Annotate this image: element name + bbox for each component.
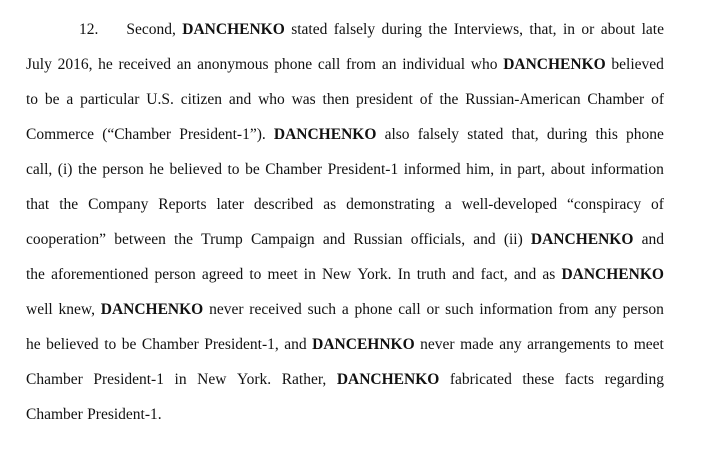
word: or: [426, 301, 440, 318]
word: then: [322, 91, 350, 108]
word: knew,: [58, 301, 95, 318]
word: of: [419, 91, 433, 108]
word: fact,: [480, 266, 508, 283]
word: Chamber: [26, 371, 83, 388]
word: falsely: [417, 126, 460, 143]
word: New: [321, 266, 352, 283]
word: and: [452, 266, 475, 283]
word: falsely: [333, 21, 376, 38]
word: Commerce: [26, 126, 95, 143]
word: Chamber: [265, 161, 323, 178]
word: anonymous: [197, 56, 269, 73]
word: person: [102, 161, 144, 178]
word: demonstrating: [346, 196, 435, 213]
word: the: [428, 21, 448, 38]
paragraph-line: [26, 263, 664, 287]
word: he: [149, 161, 164, 178]
word: the: [26, 266, 45, 283]
word: York.: [236, 371, 272, 388]
word: call: [398, 301, 421, 318]
paragraph-line: [26, 228, 664, 252]
word: a: [444, 196, 452, 213]
word: and: [473, 231, 496, 248]
word: that,: [511, 126, 539, 143]
word: received: [249, 301, 302, 318]
word: the: [439, 91, 459, 108]
word: part,: [517, 161, 546, 178]
word: Trump: [201, 231, 243, 248]
word: July: [26, 56, 52, 73]
word: this: [595, 126, 618, 143]
word: DANCHENKO: [336, 371, 440, 388]
word: any: [594, 301, 617, 318]
word: fabricated: [449, 371, 512, 388]
word: citizen: [180, 91, 223, 108]
word: described: [253, 196, 314, 213]
word: be: [245, 161, 260, 178]
word: believed: [169, 161, 222, 178]
word: such: [445, 301, 474, 318]
word: DANCHENKO: [561, 266, 664, 283]
word: from: [345, 56, 377, 73]
word: phone: [354, 301, 393, 318]
word: be: [44, 91, 60, 108]
word: during: [546, 126, 588, 143]
word: between: [114, 231, 166, 248]
paragraph-line: [26, 158, 664, 182]
word: “conspiracy: [567, 196, 642, 213]
word: and: [513, 266, 537, 283]
word: meet: [267, 266, 298, 283]
word: President-1.: [87, 406, 162, 423]
word: meet: [633, 336, 664, 353]
word: who: [470, 56, 498, 73]
word: to: [227, 161, 240, 178]
word: DANCHENKO: [503, 56, 606, 73]
word: him,: [466, 161, 495, 178]
word: of: [651, 91, 664, 108]
word: an: [176, 56, 192, 73]
word: he: [98, 56, 113, 73]
word: regarding: [604, 371, 664, 388]
word: received: [118, 56, 172, 73]
word: or: [581, 21, 595, 38]
word: and: [228, 91, 252, 108]
word: to: [26, 91, 39, 108]
word: facts: [564, 371, 595, 388]
word: a: [341, 301, 349, 318]
line-text: [126, 18, 664, 42]
word: DANCHENKO: [182, 21, 285, 38]
word: any: [499, 336, 522, 353]
word: phone: [626, 126, 664, 143]
word: well: [26, 301, 53, 318]
paragraph-number: 12.: [79, 21, 99, 38]
word: never: [420, 336, 455, 353]
word: New: [197, 371, 227, 388]
word: information: [590, 161, 664, 178]
word: person: [154, 266, 196, 283]
word: particular: [80, 91, 140, 108]
word: the: [59, 196, 79, 213]
word: DANCHENKO: [100, 301, 204, 318]
word: cooperation”: [26, 231, 107, 248]
paragraph-line: [26, 298, 664, 322]
word: in: [174, 371, 187, 388]
word: Russian-American: [465, 91, 581, 108]
paragraph-line: [26, 53, 664, 77]
word: President-1,: [204, 336, 279, 353]
word: DANCEHNKO: [312, 336, 415, 353]
word: person: [622, 301, 664, 318]
word: and: [322, 231, 346, 248]
word: President-1”).: [179, 126, 266, 143]
word: who: [258, 91, 285, 108]
word: agreed: [201, 266, 244, 283]
word: he: [26, 336, 41, 353]
word: about: [550, 161, 586, 178]
word: such: [307, 301, 337, 318]
word: to: [104, 336, 117, 353]
word: phone: [274, 56, 313, 73]
word: never: [209, 301, 244, 318]
word: Russian: [353, 231, 403, 248]
word: well-developed: [461, 196, 558, 213]
word: DANCHENKO: [273, 126, 377, 143]
word: Interviews,: [453, 21, 523, 38]
word: call,: [26, 161, 53, 178]
word: be: [121, 336, 137, 353]
word: aforementioned: [51, 266, 149, 283]
word: President-1: [327, 161, 399, 178]
word: In: [397, 266, 411, 283]
word: president: [356, 91, 413, 108]
word: in: [562, 21, 575, 38]
word: a: [66, 91, 74, 108]
word: an: [381, 56, 397, 73]
word: during: [381, 21, 422, 38]
word: believed: [611, 56, 664, 73]
word: the: [77, 161, 97, 178]
word: Chamber: [141, 336, 199, 353]
word: informed: [403, 161, 461, 178]
word: Reports: [158, 196, 207, 213]
word: Chamber: [26, 406, 83, 423]
paragraph-line: [26, 88, 664, 112]
word: of: [651, 196, 664, 213]
paragraph-line: [26, 18, 664, 42]
word: was: [291, 91, 316, 108]
word: U.S.: [146, 91, 174, 108]
paragraph-line: [26, 193, 664, 217]
word: Chamber: [587, 91, 645, 108]
word: Company: [88, 196, 149, 213]
word: 2016,: [57, 56, 93, 73]
word: and: [641, 231, 664, 248]
word: Second,: [126, 21, 176, 38]
word: (ii): [503, 231, 523, 248]
word: later: [216, 196, 244, 213]
word: and: [284, 336, 307, 353]
word: to: [616, 336, 629, 353]
paragraph-line: [26, 403, 664, 427]
word: call: [317, 56, 341, 73]
word: also: [384, 126, 410, 143]
word: late: [641, 21, 664, 38]
word: (“Chamber: [102, 126, 172, 143]
word: stated: [291, 21, 328, 38]
paragraph-line: [26, 333, 664, 357]
word: these: [522, 371, 555, 388]
word: to: [249, 266, 262, 283]
word: (i): [57, 161, 73, 178]
word: as: [323, 196, 337, 213]
paragraph-line: [26, 123, 664, 147]
word: that,: [529, 21, 557, 38]
word: as: [542, 266, 556, 283]
word: York.: [357, 266, 392, 283]
word: made: [460, 336, 494, 353]
word: individual: [402, 56, 466, 73]
word: the: [174, 231, 193, 248]
word: believed: [46, 336, 99, 353]
word: Rather,: [281, 371, 327, 388]
word: DANCHENKO: [530, 231, 634, 248]
word: that: [26, 196, 50, 213]
word: arrangements: [527, 336, 611, 353]
word: Campaign: [250, 231, 315, 248]
paragraph-line: [26, 368, 664, 392]
word: stated: [467, 126, 504, 143]
word: President-1: [93, 371, 164, 388]
word: about: [600, 21, 636, 38]
word: in: [303, 266, 316, 283]
word: in: [499, 161, 512, 178]
word: information: [479, 301, 553, 318]
word: from: [558, 301, 589, 318]
word: officials,: [410, 231, 466, 248]
word: truth: [416, 266, 447, 283]
